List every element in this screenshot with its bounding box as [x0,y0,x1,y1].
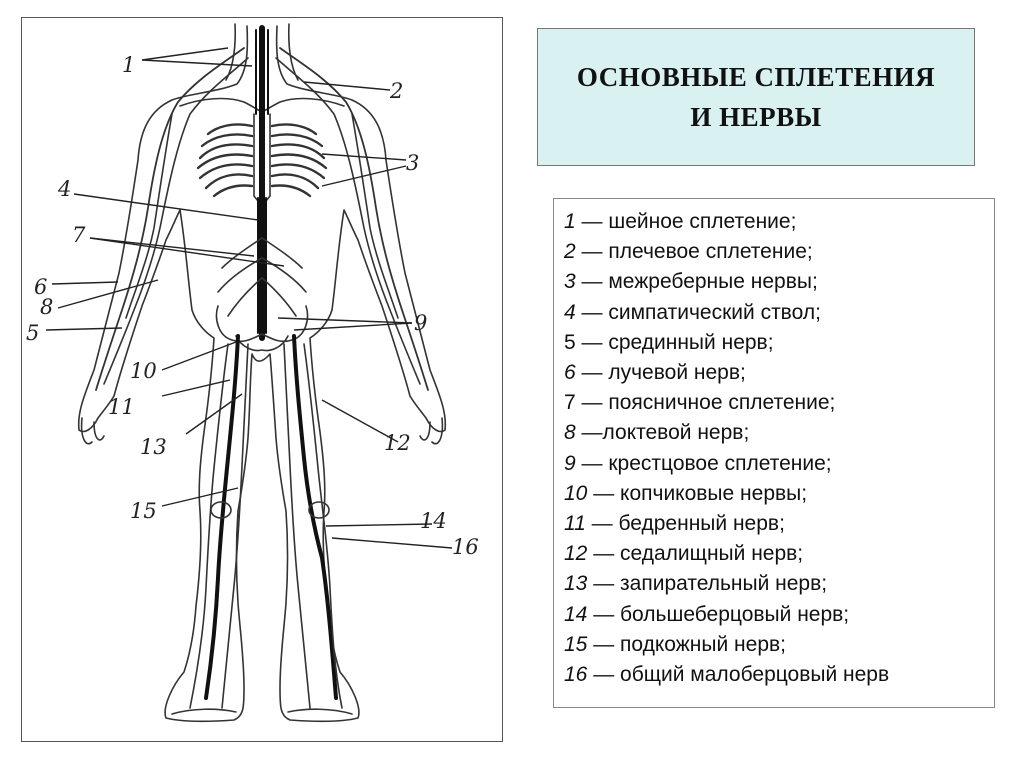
callout-12: 12 [384,431,411,455]
legend-item: 15 — подкожный нерв; [564,632,786,656]
callout-3: 3 [406,151,420,175]
legend-item: 11 — бедренный нерв; [564,512,785,536]
title-box [537,28,975,166]
legend-box [553,198,995,708]
callout-2: 2 [390,79,404,103]
legend-item: 7 — поясничное сплетение; [564,391,836,415]
callout-8: 8 [40,295,54,319]
callout-7: 7 [72,223,86,247]
nervous-system-diagram [21,17,503,742]
callout-15: 15 [130,499,157,523]
legend-item: 10 — копчиковые нервы; [564,481,808,505]
callout-6: 6 [34,275,48,299]
legend-item: 3 — межреберные нервы; [564,270,818,294]
legend-item: 6 — лучевой нерв; [564,361,746,385]
callout-1: 1 [122,53,136,77]
legend-item: 13 — запирательный нерв; [564,572,828,596]
title-line-1: ОСНОВНЫЕ СПЛЕТЕНИЯ [576,62,936,92]
callout-13: 13 [140,435,167,459]
title-line-2: И НЕРВЫ [690,102,822,132]
legend-item: 16 — общий малоберцовый нерв [564,663,890,687]
legend-item: 8 —локтевой нерв; [564,421,750,445]
callout-5: 5 [26,321,40,345]
neck-left [226,24,235,80]
callout-11: 11 [108,395,135,419]
callout-16: 16 [452,535,479,559]
legend-item: 4 — симпатический ствол; [564,300,821,324]
legend-item: 9 — крестцовое сплетение; [564,451,832,475]
legend-item: 14 — большеберцовый нерв; [564,602,850,626]
callout-4: 4 [58,177,72,201]
legend-item: 2 — плечевое сплетение; [564,240,813,264]
callout-10: 10 [130,359,157,383]
neck-right [289,24,298,80]
legend-item: 5 — срединный нерв; [564,330,774,354]
legend-item: 1 — шейное сплетение; [564,210,797,233]
callout-9: 9 [414,311,428,335]
callout-14: 14 [420,509,447,533]
body-illustration [22,18,502,741]
legend-item: 12 — седалищный нерв; [564,542,804,566]
